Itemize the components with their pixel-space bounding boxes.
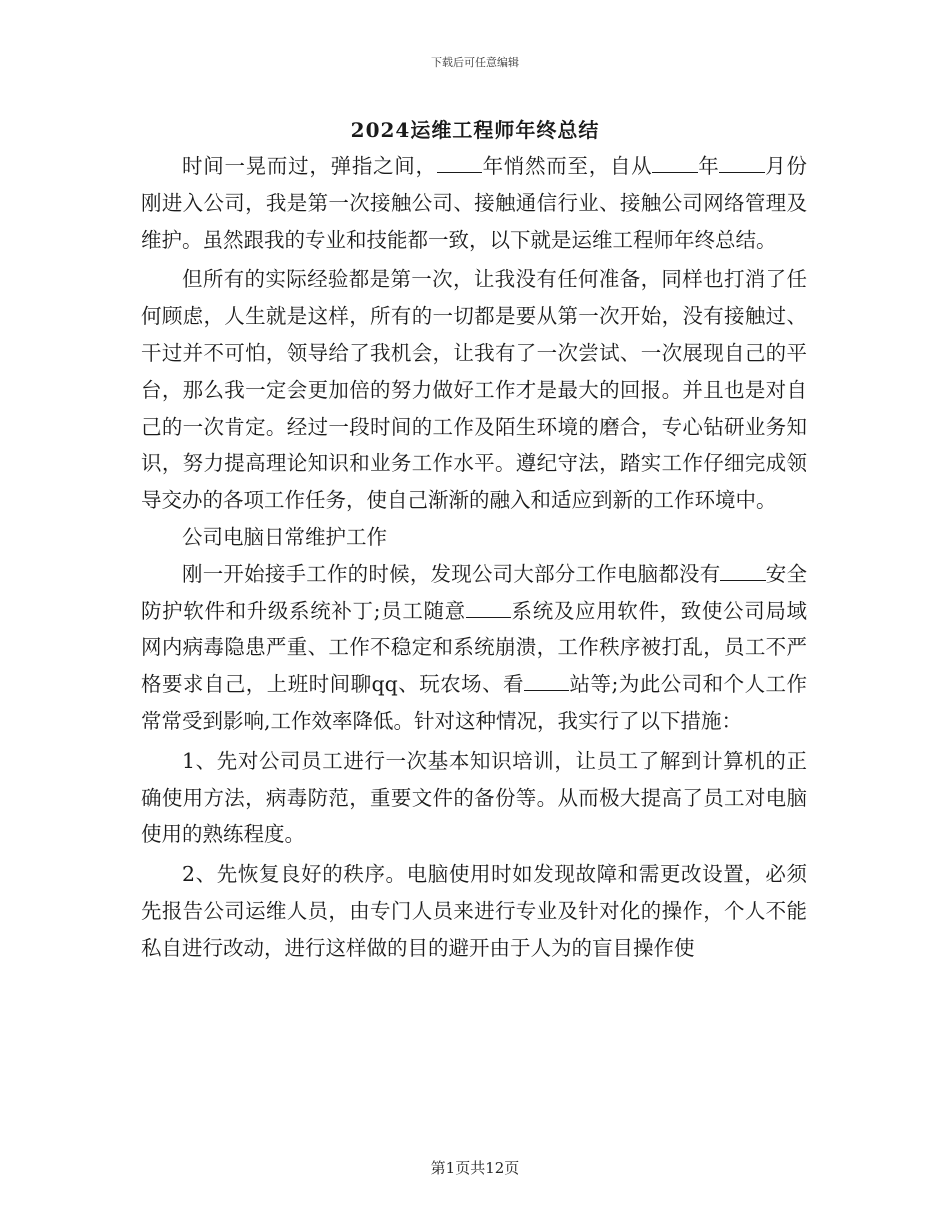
- fill-blank: [437, 153, 482, 173]
- paragraph-measure-1: 1、先对公司员工进行一次基本知识培训，让员工了解到计算机的正确使用方法，病毒防范，重要文件的备份等。从而极大提高了员工对电脑使用的熟练程度。: [141, 748, 807, 847]
- header-note: 下载后可任意编辑: [431, 56, 519, 69]
- fill-blank: [524, 671, 569, 691]
- text-segment: 安全防护软件和升级系统补丁;员工随意: [141, 561, 807, 623]
- section-heading-maintenance: 公司电脑日常维护工作: [182, 524, 387, 549]
- text-segment: 年: [697, 154, 720, 178]
- paragraph-measure-2: 2、先恢复良好的秩序。电脑使用时如发现故障和需更改设置，必须先报告公司运维人员，由专门人员来进行专业及针对化的操作，个人不能私自进行改动，进行这样做的目的避开由于人为的盲目操作使: [141, 862, 807, 960]
- text-segment: 月份刚进入公司，我是第一次接触公司、接触通信行业、接触公司网络管理及维护。虽然跟我的专业和技能都一致，以下就是运维工程师年终总结。: [141, 154, 808, 252]
- paragraph-intro: [141, 148, 807, 258]
- text-segment: 系统及应用软件，致使公司局域网内病毒隐患严重、工作不稳定和系统崩溃，工作秩序被打乱，员工不严格要求自己，上班时间聊qq、玩农场、看: [141, 598, 808, 697]
- paragraph-situation: [141, 556, 807, 740]
- text-segment: 站等;为此公司和个人工作常常受到影响,工作效率降低。针对这种情况，我实行了以下措施：: [141, 672, 807, 733]
- fill-blank: [719, 153, 764, 173]
- text-segment: 刚一开始接手工作的时候，发现公司大部分工作电脑都没有: [182, 561, 721, 586]
- page-number: 第1页共12页: [430, 1159, 520, 1177]
- fill-blank: [720, 560, 765, 580]
- text-segment: 时间一晃而过，弹指之间，: [182, 154, 437, 178]
- fill-blank: [652, 153, 697, 173]
- fill-blank: [466, 597, 511, 617]
- document-body: [141, 148, 807, 967]
- paragraph-experience: 但所有的实际经验都是第一次，让我没有任何准备，同样也打消了任何顾虑，人生就是这样，所有的一切都是要从第一次开始，没有接触过、干过并不可怕，领导给了我机会，让我有了一次尝试、一次展现自己的平台，那么我一定会更加倍的努力做好工作才是最大的回报。并且也是对自己的一次肯定。经过一段时间的工作及陌生环境的磨合，专心钻研业务知识，努力提高理论知识和业务工作水平。遵纪守法，踏实工作仔细完成领导交办的各项工作任务，使自己渐渐的融入和适应到新的工作环境中。: [141, 267, 807, 513]
- text-segment: 年悄然而至，自从: [481, 154, 653, 178]
- document-title: 2024运维工程师年终总结: [350, 118, 600, 142]
